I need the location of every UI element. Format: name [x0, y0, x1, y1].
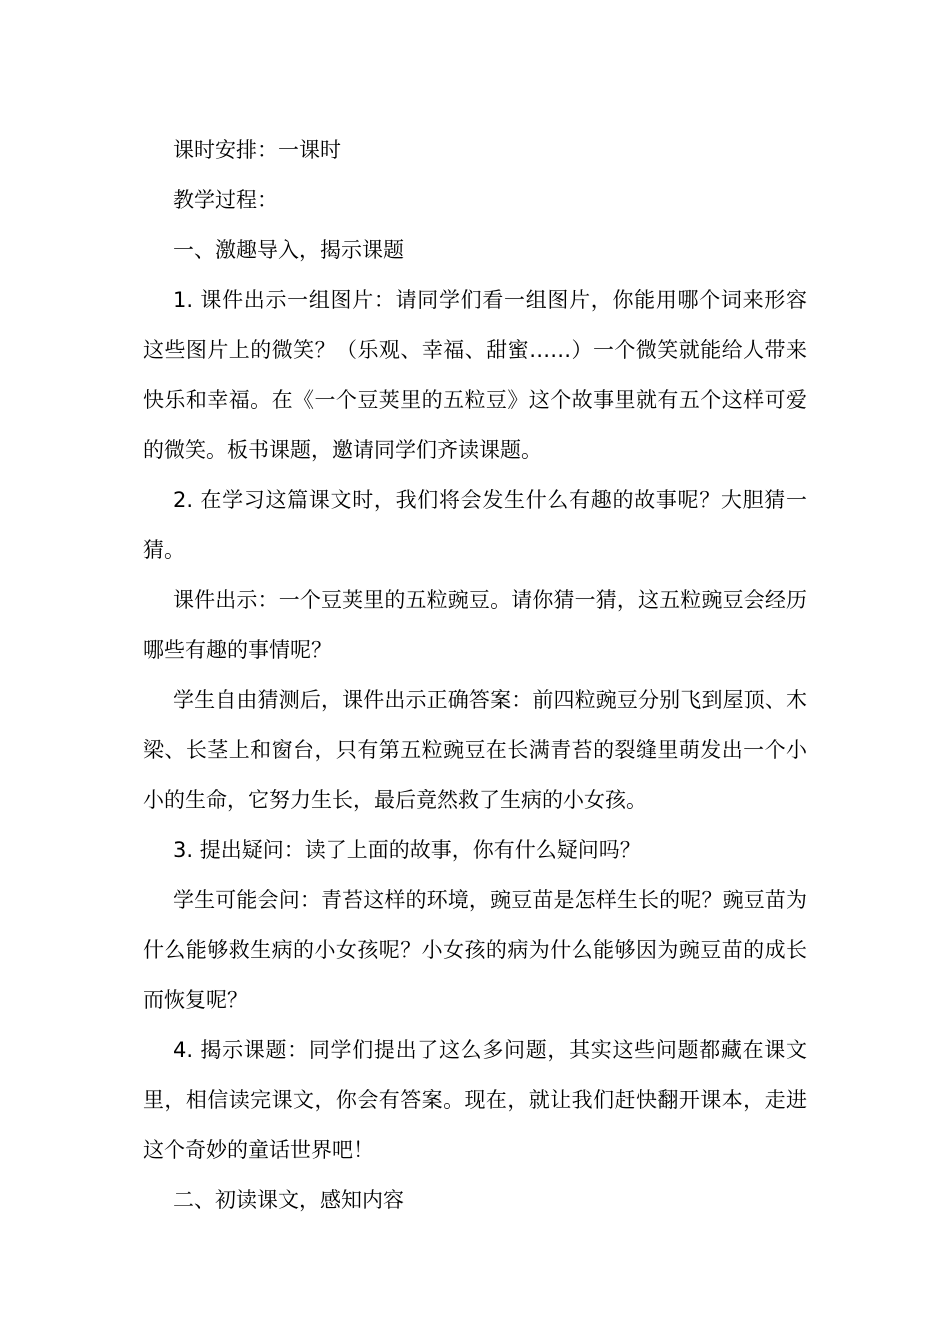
paragraph-student-guess: 学生自由猜测后，课件出示正确答案：前四粒豌豆分别飞到屋顶、木梁、长茎上和窗台，只有第五粒豌豆在长满青苔的裂缝里萌发出一个小小的生命，它努力生长，最后竟然救了生病的小女孩。	[143, 688, 807, 812]
lesson-schedule: 课时安排：一课时	[173, 138, 341, 162]
paragraph-step-4: 4. 揭示课题：同学们提出了这么多问题，其实这些问题都藏在课文里，相信读完课文，你会有答案。现在，就让我们赶快翻开课本，走进这个奇妙的童话世界吧！	[143, 1038, 807, 1162]
paragraph-step-2: 2. 在学习这篇课文时，我们将会发生什么有趣的故事呢？大胆猜一猜。	[143, 488, 807, 562]
teaching-process-heading: 教学过程：	[173, 188, 278, 212]
paragraph-student-questions: 学生可能会问：青苔这样的环境，豌豆苗是怎样生长的呢？豌豆苗为什么能够救生病的小女孩呢？小女孩的病为什么能够因为豌豆苗的成长而恢复呢？	[143, 888, 807, 1012]
paragraph-step-1: 1. 课件出示一组图片：请同学们看一组图片，你能用哪个词来形容这些图片上的微笑？（乐观、幸福、甜蜜……）一个微笑就能给人带来快乐和幸福。在《一个豆荚里的五粒豆》这个故事里就有五个这样可爱的微笑。板书课题，邀请同学们齐读课题。	[143, 288, 807, 462]
paragraph-step-3: 3. 提出疑问：读了上面的故事，你有什么疑问吗？	[173, 838, 641, 862]
paragraph-courseware-display: 课件出示：一个豆荚里的五粒豌豆。请你猜一猜，这五粒豌豆会经历哪些有趣的事情呢？	[143, 588, 807, 662]
section-heading-2: 二、初读课文，感知内容	[173, 1188, 404, 1212]
document-body	[143, 125, 807, 1225]
section-heading-1: 一、激趣导入，揭示课题	[173, 238, 404, 262]
